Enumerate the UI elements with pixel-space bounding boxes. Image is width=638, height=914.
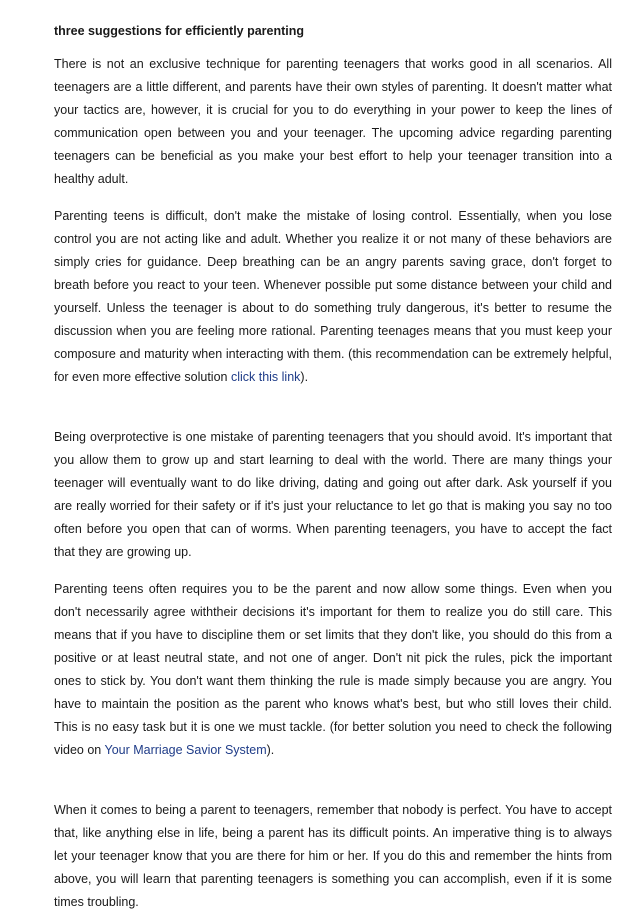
paragraph-3: Being overprotective is one mistake of parenting teenagers that you should avoid. It's important that you allow them to grow up and start learning to deal with the world. There are many things your teenager will eventually want to do like driving, dating and going out after dark. Ask yourself if you are really worried for their safety or if it's just your reluctance to let go that is making you say no too often before you open that can of worms. When parenting teenagers, you have to accept the fact that they are growing up. — [54, 430, 612, 559]
paragraph-5: When it comes to being a parent to teenagers, remember that nobody is perfect. You have to accept that, like anything else in life, being a parent has its difficult points. An imperative thing is to always let your teenager know that you are there for him or her. If you do this and remember the hints from above, you will learn that parenting teenagers is something you can accomplish, even if it is some times troubling. — [54, 803, 612, 909]
paragraph-2-closing: ). — [300, 370, 309, 384]
paragraph-4-text: Parenting teens often requires you to be the parent and now allow some things. Even when you don't necessarily agree withtheir decisions it's important for them to realize you do still care. This means that if you have to discipline them or set limits that they don't like, you should do this from a positive or at least neutral state, and not one of anger. Don't nit pick the rules, pick the important ones to stick by. You don't want them thinking the rule is made simply because you are angry. You have to maintain the position as the parent who knows what's best, but who still loves their child. This is no easy task but it is one we must tackle. (for better solution you need to check the following video on — [54, 582, 612, 757]
paragraph-gap — [54, 191, 612, 205]
paragraph-gap — [54, 389, 612, 426]
paragraph-gap — [54, 564, 612, 578]
marriage-savior-link[interactable]: Your Marriage Savior System — [104, 743, 267, 757]
paragraph-4-closing: ). — [266, 743, 275, 757]
click-this-link[interactable]: click this link — [230, 370, 301, 384]
paragraph-2 — [54, 205, 612, 389]
document-title: three suggestions for efficiently parenting — [54, 24, 305, 38]
paragraph-4 — [54, 578, 612, 762]
paragraph-1: There is not an exclusive technique for parenting teenagers that works good in all scenarios. All teenagers are a little different, and parents have their own styles of parenting. It doesn't matter what your tactics are, however, it is crucial for you to do everything in your power to keep the lines of communication open between you and your teenager. The upcoming advice regarding parenting teenagers can be beneficial as you make your best effort to help your teenager transition into a healthy adult. — [54, 57, 612, 186]
paragraph-2-text: Parenting teens is difficult, don't make the mistake of losing control. Essentially, when you lose control you are not acting like and adult. Whether you realize it or not many of these behaviors are simply cries for guidance. Deep breathing can be an angry parents saving grace, don't forget to breath before you react to your teen. Whenever possible put some distance between your child and yourself. Unless the teenager is about to do something truly dangerous, it's better to resume the discussion when you are feeling more rational. Parenting teenages means that you must keep your composure and maturity when interacting with them. (this recommendation can be extremely helpful, for even more effective solution — [54, 209, 612, 384]
paragraph-gap — [54, 762, 612, 799]
